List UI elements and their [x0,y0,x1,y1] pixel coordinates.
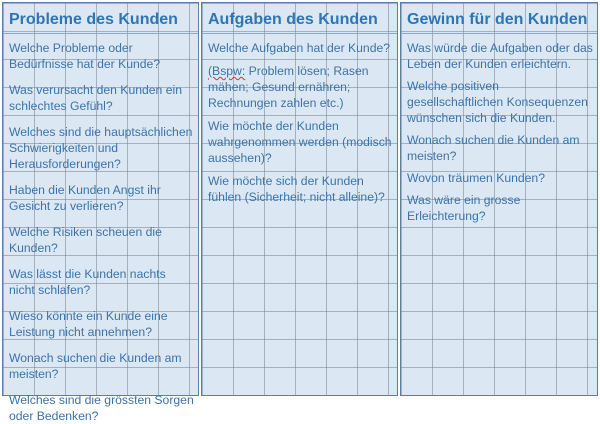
column-title-probleme[interactable]: Probleme des Kunden [9,11,178,28]
list-item[interactable]: Wovon träumen Kunden? [407,171,545,185]
list-item[interactable]: Wieso könnte ein Kunde eine Leistung nicht annehmen? [9,309,168,339]
list-item[interactable]: Welche Risiken scheuen die Kunden? [9,225,162,255]
list-item[interactable]: Wonach suchen die Kunden am meisten? [9,351,182,381]
list-item[interactable]: Wie möchte sich der Kunden fühlen (Sicherheit; nicht alleine)? [208,174,385,204]
column-aufgaben [201,2,398,396]
list-item[interactable]: Haben die Kunden Angst ihr Gesicht zu verlieren? [9,183,161,213]
column-title-divider [401,33,597,34]
column-title-gewinn[interactable]: Gewinn für den Kunden [407,11,588,28]
list-item[interactable]: Was verursacht den Kunden ein schlechtes Gefühl? [9,83,182,113]
list-item-text: Problem lösen; Rasen mähen; Gesund ernähren; Rechnungen zahlen etc.) [208,64,369,110]
column-title-aufgaben[interactable]: Aufgaben des Kunden [208,11,378,28]
list-item[interactable]: Welche Probleme oder Bedürfnisse hat der Kunde? [9,41,161,71]
list-aufgaben [208,40,393,205]
list-item[interactable]: Welche Aufgaben hat der Kunde? [208,41,391,55]
column-probleme [2,2,199,423]
list-probleme [9,40,194,424]
spellcheck-word: (Bspw: [208,64,246,78]
list-item[interactable]: Was lässt die Kunden nachts nicht schlafen? [9,267,166,297]
list-item[interactable]: Wie möchte der Kunden wahrgenommen werden (modisch aussehen)? [208,119,392,165]
list-item[interactable]: Welches sind die grössten Sorgen oder Bedenken? [9,393,194,423]
list-item[interactable]: Was wäre ein grosse Erleichterung? [407,193,521,223]
list-gewinn [407,40,593,224]
column-gewinn [400,2,598,396]
list-item[interactable]: Welches sind die hauptsächlichen Schwierigkeiten und Herausforderungen? [9,125,193,171]
list-item-bspw[interactable] [208,63,393,111]
list-item[interactable]: Was würde die Aufgaben oder das Leben der Kunden erleichtern. [407,41,593,71]
list-item[interactable]: Welche positiven gesellschaftlichen Konsequenzen wünschen sich die Kunden. [407,79,588,125]
column-title-divider [202,33,397,34]
column-title-divider [3,33,198,34]
list-item[interactable]: Wonach suchen die Kunden am meisten? [407,133,580,163]
